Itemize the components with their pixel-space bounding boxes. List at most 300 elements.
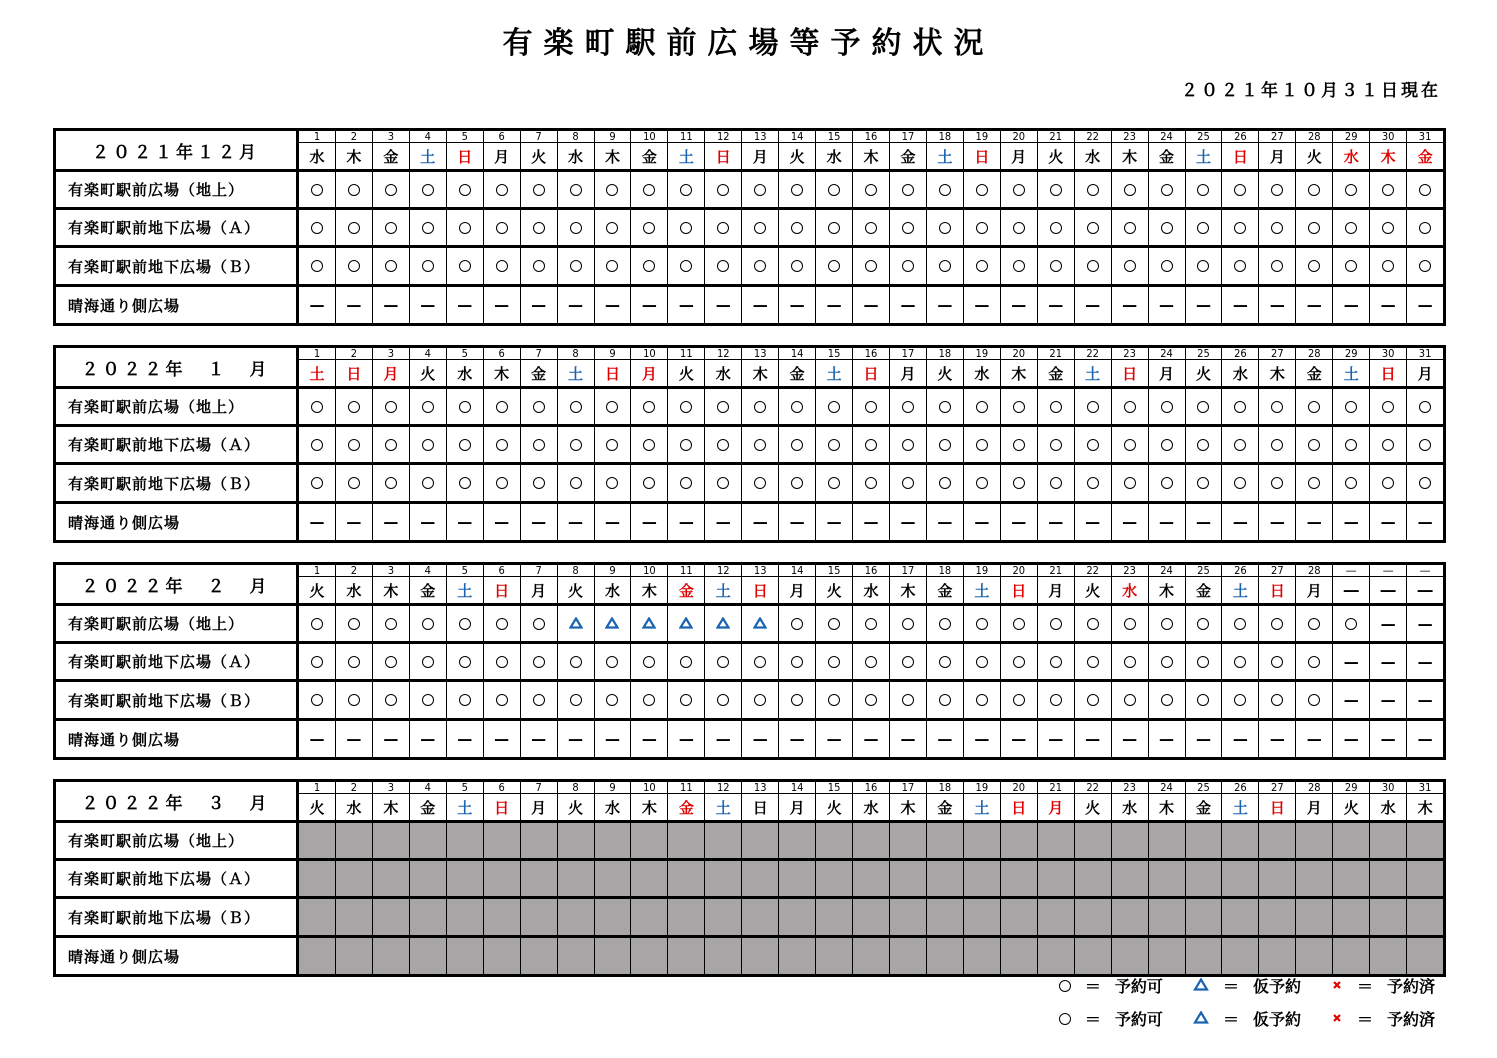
weekday-label: 木 (1159, 581, 1175, 600)
weekday-label: 日 (752, 798, 768, 817)
status-cell (594, 606, 631, 641)
day-header-cell (1332, 782, 1369, 820)
status-cell (335, 427, 372, 462)
available-circle-icon (422, 439, 434, 451)
not-applicable-dash: — (1343, 652, 1359, 671)
available-circle-icon (385, 184, 397, 196)
available-circle-icon (606, 477, 618, 489)
day-number: 2 (336, 565, 372, 577)
available-circle-icon (1013, 184, 1025, 196)
status-cell (557, 427, 594, 462)
status-cell (778, 899, 815, 935)
status-cell (1332, 721, 1369, 757)
weekday-label: 土 (1232, 581, 1248, 600)
available-circle-icon (385, 656, 397, 668)
weekday-label: 水 (309, 147, 325, 166)
status-cell (520, 644, 557, 679)
status-cell (926, 823, 963, 858)
not-applicable-dash: — (420, 513, 436, 531)
status-cell (1000, 248, 1037, 284)
status-cell (483, 389, 520, 424)
available-circle-icon (902, 477, 914, 489)
facility-row (56, 820, 1443, 858)
day-header-cell (446, 131, 483, 169)
day-number: 10 (631, 565, 667, 577)
status-cell (1037, 389, 1074, 424)
day-header-cell (889, 565, 926, 603)
available-circle-icon (1197, 618, 1209, 630)
not-applicable-dash: — (900, 296, 916, 314)
status-cell (335, 938, 372, 974)
available-circle-icon (606, 694, 618, 706)
day-number: ― (1407, 565, 1443, 577)
status-cells (299, 861, 1443, 896)
status-cell (409, 427, 446, 462)
day-number: 4 (410, 131, 446, 143)
tentative-triangle-icon (679, 615, 693, 633)
day-number: 10 (631, 782, 667, 794)
day-number: 1 (299, 782, 335, 794)
status-cell (630, 899, 667, 935)
status-cell (926, 427, 963, 462)
day-header-cell (1406, 782, 1443, 820)
available-circle-icon (1271, 184, 1283, 196)
available-circle-icon (902, 401, 914, 413)
not-applicable-dash: — (641, 296, 657, 314)
available-circle-icon (1124, 656, 1136, 668)
weekday-label: 木 (641, 798, 657, 817)
status-cell (1406, 504, 1443, 540)
not-applicable-dash: — (1159, 513, 1175, 531)
legend-label: 予約可 (1114, 977, 1163, 996)
available-circle-icon (939, 184, 951, 196)
status-cell (815, 248, 852, 284)
available-circle-icon (791, 260, 803, 272)
day-header-cell (815, 348, 852, 386)
facility-label: 有楽町駅前地下広場（Ａ） (56, 861, 299, 896)
status-cell (852, 644, 889, 679)
available-circle-icon (902, 656, 914, 668)
available-circle-icon (643, 694, 655, 706)
status-cell (963, 210, 1000, 245)
day-header-cell (446, 348, 483, 386)
day-header-cell (1369, 782, 1406, 820)
day-number: 2 (336, 348, 372, 360)
status-cell (1185, 861, 1222, 896)
available-circle-icon (1161, 694, 1173, 706)
day-header-cell (594, 348, 631, 386)
status-cell (815, 504, 852, 540)
available-circle-icon (496, 222, 508, 234)
status-cell (520, 465, 557, 501)
status-cell (630, 210, 667, 245)
status-cell (1111, 938, 1148, 974)
day-number: 4 (410, 348, 446, 360)
not-applicable-dash: — (974, 513, 990, 531)
available-circle-icon (422, 401, 434, 413)
status-cells (299, 287, 1443, 323)
status-cell (1369, 644, 1406, 679)
day-header-cell (1148, 348, 1185, 386)
status-cell (1000, 721, 1037, 757)
status-cell (1111, 823, 1148, 858)
tentative-triangle-icon (569, 615, 583, 633)
weekday-label: 水 (346, 581, 362, 600)
available-circle-icon (1050, 618, 1062, 630)
available-circle-icon (570, 477, 582, 489)
facility-row (56, 245, 1443, 284)
not-applicable-dash: — (531, 513, 547, 531)
not-applicable-dash: — (1011, 513, 1027, 531)
available-circle-icon (385, 618, 397, 630)
status-cell (446, 172, 483, 207)
weekday-label: 木 (1122, 147, 1138, 166)
status-cell (557, 504, 594, 540)
status-cell (852, 427, 889, 462)
status-cell (1332, 644, 1369, 679)
available-circle-icon (1234, 260, 1246, 272)
weekday-label: 日 (752, 581, 768, 600)
day-number: 17 (890, 782, 926, 794)
day-header-cell (299, 565, 335, 603)
day-number: 19 (964, 782, 1000, 794)
facility-row (56, 935, 1443, 974)
available-circle-icon (348, 222, 360, 234)
status-cell (1074, 504, 1111, 540)
available-circle-icon (976, 618, 988, 630)
weekday-label: 日 (863, 364, 879, 383)
available-circle-icon (1050, 184, 1062, 196)
day-header-cell (483, 348, 520, 386)
available-circle-icon (1419, 439, 1431, 451)
not-applicable-dash: — (789, 513, 805, 531)
status-cell (299, 721, 335, 757)
status-cell (1111, 465, 1148, 501)
available-circle-icon (865, 260, 877, 272)
status-cell (1332, 465, 1369, 501)
weekday-label: 水 (1122, 798, 1138, 817)
status-cell (1185, 427, 1222, 462)
not-applicable-dash: — (568, 296, 584, 314)
available-circle-icon (1050, 439, 1062, 451)
day-header-cell (557, 348, 594, 386)
day-header-cell (335, 131, 372, 169)
status-cell (778, 682, 815, 718)
not-applicable-dash: — (494, 513, 510, 531)
status-cell (372, 938, 409, 974)
weekday-label: 火 (1195, 364, 1211, 383)
status-cell (1000, 504, 1037, 540)
available-circle-icon (643, 260, 655, 272)
status-cell (409, 938, 446, 974)
status-cell (778, 644, 815, 679)
status-cell (1406, 644, 1443, 679)
status-cell (741, 823, 778, 858)
weekday-label: 土 (974, 798, 990, 817)
day-number: 24 (1149, 131, 1185, 143)
day-header-cell (335, 782, 372, 820)
day-number: 7 (521, 131, 557, 143)
available-circle-icon (902, 260, 914, 272)
not-applicable-dash: — (1159, 296, 1175, 314)
status-cell (741, 682, 778, 718)
status-cell (409, 823, 446, 858)
status-cell (963, 504, 1000, 540)
status-cell (1037, 682, 1074, 718)
weekday-label: 木 (900, 581, 916, 600)
available-circle-icon (1234, 656, 1246, 668)
status-cell (1000, 427, 1037, 462)
status-cell (372, 682, 409, 718)
status-cell (1074, 210, 1111, 245)
day-header-cell (1332, 131, 1369, 169)
legend-item (1059, 1007, 1163, 1030)
available-circle-icon (1050, 656, 1062, 668)
available-circle-icon (939, 694, 951, 706)
not-applicable-dash: — (1306, 730, 1322, 748)
status-cell (704, 287, 741, 323)
available-circle-icon (1271, 656, 1283, 668)
not-applicable-dash: — (1380, 652, 1396, 671)
month-table (53, 779, 1446, 977)
available-circle-icon (348, 439, 360, 451)
status-cell (1074, 248, 1111, 284)
not-applicable-dash: — (1306, 296, 1322, 314)
available-circle-icon (791, 694, 803, 706)
status-cell (1295, 172, 1332, 207)
status-cell (741, 210, 778, 245)
status-cell (1332, 899, 1369, 935)
status-cell (1037, 861, 1074, 896)
not-applicable-dash: — (1232, 730, 1248, 748)
day-header-cell (926, 565, 963, 603)
status-cells (299, 682, 1443, 718)
status-cell (483, 721, 520, 757)
available-circle-icon (1308, 184, 1320, 196)
not-applicable-dash: — (1122, 513, 1138, 531)
available-circle-icon (1345, 260, 1357, 272)
day-header-cell (409, 565, 446, 603)
day-header-cell (446, 565, 483, 603)
weekday-label: 金 (937, 798, 953, 817)
day-number: 15 (816, 131, 852, 143)
weekday-label: 日 (1122, 364, 1138, 383)
status-cell (1037, 823, 1074, 858)
status-cell (1111, 389, 1148, 424)
status-cell (1332, 210, 1369, 245)
available-circle-icon (1161, 618, 1173, 630)
status-cell (630, 682, 667, 718)
available-circle-icon (717, 694, 729, 706)
status-cell (852, 606, 889, 641)
day-number: 26 (1222, 348, 1258, 360)
status-cell (1369, 682, 1406, 718)
booked-cross-icon (1331, 1009, 1343, 1028)
status-cell (483, 287, 520, 323)
status-cell (446, 938, 483, 974)
day-header-cell (926, 131, 963, 169)
available-circle-icon (828, 222, 840, 234)
available-circle-icon (1271, 477, 1283, 489)
available-circle-icon (680, 694, 692, 706)
available-circle-icon (459, 618, 471, 630)
available-circle-icon (459, 184, 471, 196)
status-cell (852, 823, 889, 858)
day-header-cell (594, 782, 631, 820)
day-header-cell (1369, 348, 1406, 386)
day-number: 4 (410, 782, 446, 794)
status-cell (1074, 465, 1111, 501)
day-number: 11 (668, 782, 704, 794)
status-cell (594, 389, 631, 424)
not-applicable-dash: — (383, 513, 399, 531)
tentative-triangle-icon (753, 615, 767, 633)
status-cell (1369, 823, 1406, 858)
weekday-label: 月 (1306, 798, 1322, 817)
day-number: 20 (1001, 348, 1037, 360)
page-title: 有楽町駅前広場等予約状況 (502, 26, 995, 61)
day-header-cell (815, 131, 852, 169)
status-cell (483, 172, 520, 207)
legend-label: 仮予約 (1252, 977, 1301, 996)
not-applicable-dash: — (531, 730, 547, 748)
not-applicable-dash: — (1085, 296, 1101, 314)
status-cell (741, 899, 778, 935)
legend-equals: ＝ (1356, 1010, 1373, 1029)
status-cell (1111, 172, 1148, 207)
available-circle-icon (902, 439, 914, 451)
weekday-label: 土 (568, 364, 584, 383)
status-cell (1148, 644, 1185, 679)
status-cell (372, 504, 409, 540)
day-header-cell (372, 565, 409, 603)
status-cell (1185, 899, 1222, 935)
day-number: 1 (299, 348, 335, 360)
available-circle-icon (976, 222, 988, 234)
status-cell (889, 210, 926, 245)
available-circle-icon (976, 184, 988, 196)
day-header-cell (372, 131, 409, 169)
status-cell (1258, 210, 1295, 245)
weekday-label: 木 (863, 147, 879, 166)
available-circle-icon (1345, 618, 1357, 630)
status-cell (1406, 210, 1443, 245)
day-number: 16 (853, 565, 889, 577)
available-circle-icon (939, 656, 951, 668)
available-circle-icon (570, 694, 582, 706)
weekday-label: 火 (678, 364, 694, 383)
status-cell (630, 861, 667, 896)
available-circle-icon (459, 401, 471, 413)
day-number: 23 (1112, 565, 1148, 577)
day-number: 15 (816, 782, 852, 794)
weekday-label: 水 (604, 798, 620, 817)
day-header-cell (1406, 131, 1443, 169)
day-number: 18 (927, 348, 963, 360)
available-circle-icon (976, 477, 988, 489)
day-number: 14 (779, 348, 815, 360)
month-table (53, 128, 1446, 326)
status-cell (409, 465, 446, 501)
not-applicable-dash: — (900, 730, 916, 748)
available-circle-icon (570, 439, 582, 451)
available-circle-icon (348, 260, 360, 272)
status-cell (446, 899, 483, 935)
status-cell (372, 465, 409, 501)
status-cell (667, 606, 704, 641)
weekday-label: 日 (1011, 581, 1027, 600)
day-header-cell (1369, 565, 1406, 603)
weekday-label: 火 (826, 798, 842, 817)
available-circle-icon (754, 260, 766, 272)
tentative-triangle-icon (1193, 1009, 1209, 1028)
status-cell (1295, 465, 1332, 501)
available-circle-icon (1013, 694, 1025, 706)
day-header-cell (1258, 565, 1295, 603)
status-cell (372, 172, 409, 207)
day-header-cell (1111, 565, 1148, 603)
day-header-cell (1074, 782, 1111, 820)
available-circle-icon (606, 184, 618, 196)
status-cell (1406, 861, 1443, 896)
status-cell (372, 823, 409, 858)
available-circle-icon (717, 477, 729, 489)
status-cells (299, 644, 1443, 679)
available-circle-icon (1161, 439, 1173, 451)
status-cell (1221, 721, 1258, 757)
available-circle-icon (1234, 618, 1246, 630)
day-number: 14 (779, 131, 815, 143)
legend-item (1331, 974, 1435, 997)
status-cell (778, 389, 815, 424)
day-header-cells (299, 131, 1443, 169)
weekday-label: 金 (789, 364, 805, 383)
day-header-cell (1332, 348, 1369, 386)
available-circle-icon (385, 222, 397, 234)
status-cell (1295, 861, 1332, 896)
available-circle-icon (1087, 260, 1099, 272)
available-circle-icon (496, 184, 508, 196)
day-number: 28 (1296, 565, 1332, 577)
not-applicable-dash: — (604, 730, 620, 748)
not-applicable-dash: — (1343, 730, 1359, 748)
status-cell (1295, 899, 1332, 935)
day-number: 3 (373, 782, 409, 794)
weekday-label: 月 (1048, 581, 1064, 600)
status-cell (483, 899, 520, 935)
status-cell (520, 899, 557, 935)
weekday-label: 木 (383, 798, 399, 817)
status-cell (483, 210, 520, 245)
weekday-label: ― (1343, 581, 1359, 599)
weekday-label: 土 (457, 798, 473, 817)
day-header-cell (778, 782, 815, 820)
status-cell (1258, 823, 1295, 858)
status-cell (963, 682, 1000, 718)
day-header-cell (630, 131, 667, 169)
weekday-label: 土 (974, 581, 990, 600)
day-number: 26 (1222, 565, 1258, 577)
available-circle-icon (1382, 184, 1394, 196)
status-cell (1295, 823, 1332, 858)
status-cell (483, 606, 520, 641)
available-circle-icon (1059, 1013, 1071, 1025)
day-number: 31 (1407, 782, 1443, 794)
day-number: 11 (668, 348, 704, 360)
status-cell (372, 644, 409, 679)
available-circle-icon (865, 184, 877, 196)
weekday-label: 日 (494, 581, 510, 600)
